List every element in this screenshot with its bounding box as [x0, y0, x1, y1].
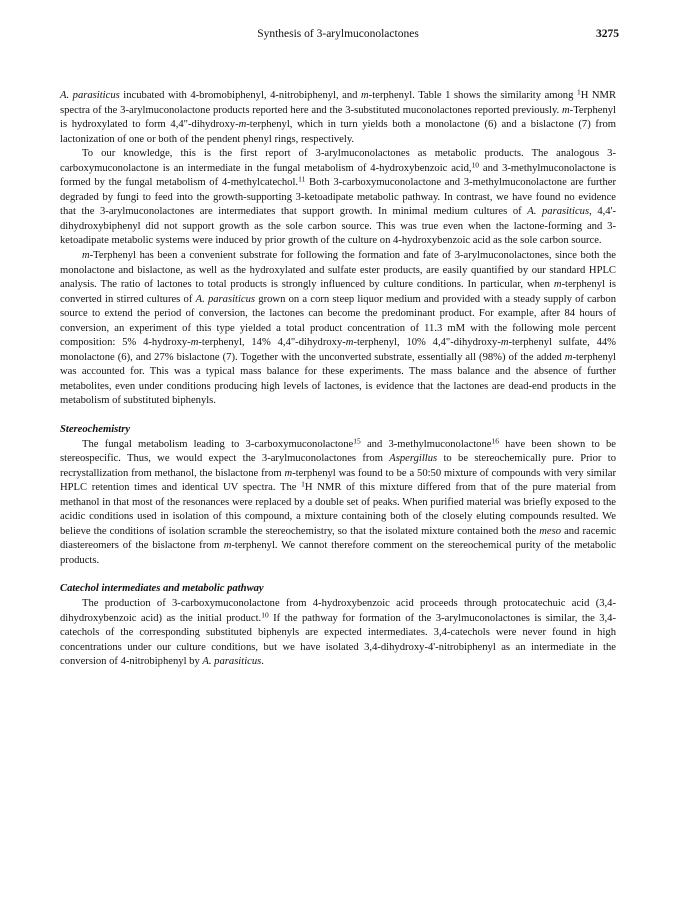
paragraph-3: m-Terphenyl has been a convenient substrate for following the formation and fate of 3-arylmuconolactones, since both the monolactone and bislactone, as well as the hydroxylated and sulfate ester products, are easily quantified by our standard HPLC analysis. The ratio of lactones to total products is strongly influenced by culture conditions. In particular, when m-terphenyl is converted in stirred cultures of A. parasiticus grown on a corn steep liquor medium and provided with a steady supply of carbon source to extend the period of conversion, the lactones can become the predominant product. For example, after 84 hours of conversion, an experiment of this type yielded a total product concentration of 11.3 mM with the following mole percent composition: 5% 4-hydroxy-m-terphenyl, 14% 4,4"-dihydroxy-m-terphenyl, 10% 4,4"-dihydroxy-m-terphenyl sulfate, 44% monolactone (6), and 27% bislactone (7). Together with the unconverted substrate, essentially all (98%) of the added m-terphenyl was accounted for. This was a typical mass balance for these experiments. The mass balance and the absence of further metabolites, even under conditions producing high levels of lactones, is evidence that the lactones are dead-end products in the metabolism of substituted biphenyls. — [60, 250, 617, 407]
paragraph-stereochemistry: The fungal metabolism leading to 3-carboxymuconolactone$^{15}$ and 3-methylmuconolactone$^{16}$ have been shown to be stereospecific. Thus, we would expect the 3-arylmuconolactones from Aspergillus to be stereochemically pure. Prior to recrystallization from methanol, the bislactone from m-terphenyl was found to be a 50:50 mixture of compounds with very similar HPLC retention times and identical UV spectra. The $^1$H NMR of this mixture differed from that of the pure material from methanol in that most of the resonances were replaced by a double set of peaks. When purified material was briefly exposed to the acidic conditions used in isolation of this compound, a mixture containing both of the closely eluting compounds resulted. We believe the conditions of isolation scramble the stereochemistry, so that the isolated mixture contained both the meso and racemic diastereomers of the bislactone from m-terphenyl. We cannot therefore comment on the stereochemical purity of the metabolic products. — [60, 436, 617, 566]
section-heading-catechol: Catechol intermediates and metabolic pathway — [60, 583, 264, 595]
page-number: 3275 — [596, 28, 619, 40]
paragraph-2: To our knowledge, this is the first report of 3-arylmuconolactones as metabolic products. The analogous 3-carboxymuconolactone is an intermediate in the fungal metabolism of 4-hydroxybenzoic acid,$^{10}$ and 3-methylmuconolactone is formed by the fungal metabolism of 4-methylcatechol.$^{11}$ Both 3-carboxymuconolactone and 3-methylmuconolactone are further degraded by fungi to feed into the growth-supporting 3-ketoadipate metabolic pathway. In contrast, we have found no evidence that the 3-arylmuconolactones are intermediates that support growth. In minimal medium cultures of A. parasiticus, 4,4'-dihydroxybiphenyl did not support growth as the sole carbon source. This was true even when the lactone-forming and 3-ketoadipate metabolic systems were induced by prior growth of the culture on 4-hydroxybenzoic acid as the sole carbon source. — [60, 148, 617, 247]
section-heading-stereochemistry: Stereochemistry — [60, 424, 131, 436]
paragraph-1: A. parasiticus incubated with 4-bromobiphenyl, 4-nitrobiphenyl, and m-terphenyl. Table 1 shows the similarity among $^1$H NMR spectra of the 3-arylmuconolactone products reported here and the 3-substituted muconolactones reported previously. m-Terphenyl is hydroxylated to form 4,4"-dihydroxy-m-terphenyl, which in turn yields both a monolactone (6) and a bislactone (7) from lactonization of one or both of the pendent phenyl rings, respectively. — [60, 87, 617, 145]
body-text — [60, 89, 616, 670]
running-title: Synthesis of 3-arylmuconolactones — [257, 28, 419, 40]
page-header — [60, 28, 619, 44]
paragraph-catechol: The production of 3-carboxymuconolactone from 4-hydroxybenzoic acid proceeds through protocatechuic acid (3,4-dihydroxybenzoic acid) as the initial product.$^{10}$ If the pathway for formation of the 3-arylmuconolactones is similar, the 3,4-catechols of the corresponding substituted biphenyls are expected intermediates. 3,4-catechols were never found in high concentrations under our culture conditions, but we have isolated 3,4-dihydroxy-4'-nitrobiphenyl as an intermediate in the conversion of 4-nitrobiphenyl by A. parasiticus. — [60, 597, 616, 668]
